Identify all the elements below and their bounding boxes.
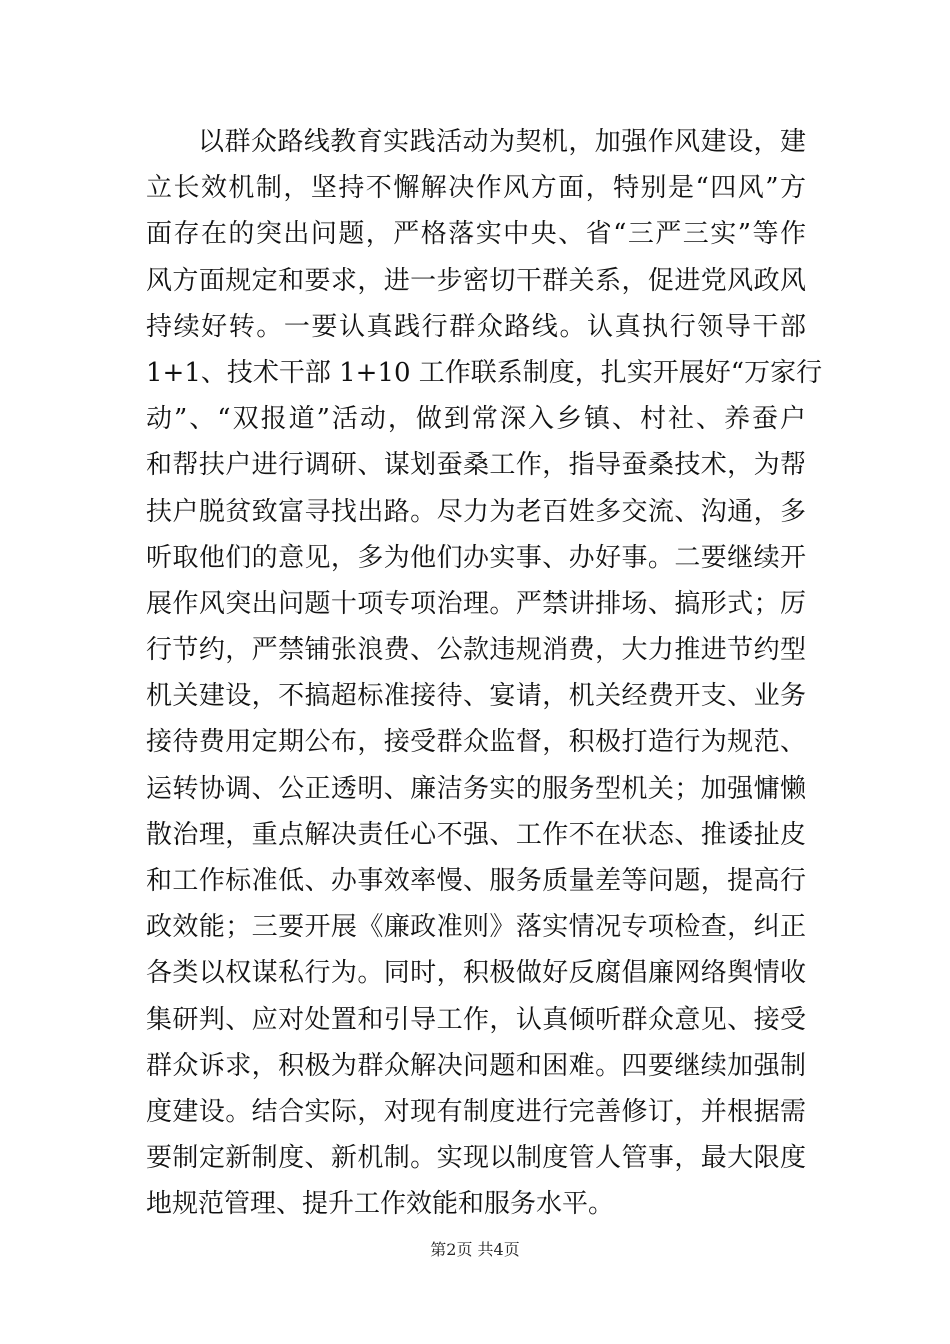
paragraph-line: 政效能；三要开展《廉政准则》落实情况专项检查，纠正: [146, 912, 806, 943]
paragraph-line: 和工作标准低、办事效率慢、服务质量差等问题，提高行: [146, 866, 806, 896]
paragraph-line: 面存在的突出问题，严格落实中央、省“三严三实”等作: [146, 219, 806, 250]
paragraph-line: 1+1、技术干部 1+10 工作联系制度，扎实开展好“万家行: [146, 357, 823, 388]
paragraph-line: 运转协调、公正透明、廉洁务实的服务型机关；加强慵懒: [146, 773, 806, 804]
page-footer: 第2页 共4页: [430, 1240, 520, 1259]
paragraph-line: 展作风突出问题十项专项治理。严禁讲排场、搞形式；厉: [146, 588, 806, 619]
paragraph-line: 立长效机制，坚持不懈解决作风方面，特别是“四风”方: [146, 173, 806, 204]
paragraph-line: 集研判、应对处置和引导工作，认真倾听群众意见、接受: [146, 1004, 806, 1035]
paragraph-line: 接待费用定期公布，接受群众监督，积极打造行为规范、: [146, 727, 806, 758]
paragraph-line: 地规范管理、提升工作效能和服务水平。: [146, 1189, 615, 1220]
paragraph-line: 和帮扶户进行调研、谋划蚕桑工作，指导蚕桑技术，为帮: [146, 450, 806, 481]
paragraph-line: 群众诉求，积极为群众解决问题和困难。四要继续加强制: [146, 1050, 806, 1081]
paragraph-line: 散治理，重点解决责任心不强、工作不在状态、推诿扯皮: [146, 819, 806, 850]
paragraph-line: 扶户脱贫致富寻找出路。尽力为老百姓多交流、沟通，多: [146, 496, 806, 527]
paragraph-line: 风方面规定和要求，进一步密切干群关系，促进党风政风: [146, 265, 806, 296]
paragraph-line: 度建设。结合实际，对现有制度进行完善修订，并根据需: [146, 1096, 806, 1127]
paragraph-line: 持续好转。一要认真践行群众路线。认真执行领导干部: [146, 311, 806, 342]
paragraph-line: 听取他们的意见，多为他们办实事、办好事。二要继续开: [146, 542, 806, 573]
paragraph-line: 要制定新制度、新机制。实现以制度管人管事，最大限度: [146, 1143, 806, 1174]
paragraph-line: 以群众路线教育实践活动为契机，加强作风建设，建: [198, 127, 806, 157]
paragraph-line: 各类以权谋私行为。同时，积极做好反腐倡廉网络舆情收: [146, 958, 806, 989]
paragraph-line: 行节约，严禁铺张浪费、公款违规消费，大力推进节约型: [146, 635, 806, 666]
paragraph-line: 动”、“双报道”活动，做到常深入乡镇、村社、养蚕户: [146, 404, 806, 435]
paragraph-line: 机关建设，不搞超标准接待、宴请，机关经费开支、业务: [146, 681, 806, 712]
body-paragraph: [146, 119, 823, 1228]
